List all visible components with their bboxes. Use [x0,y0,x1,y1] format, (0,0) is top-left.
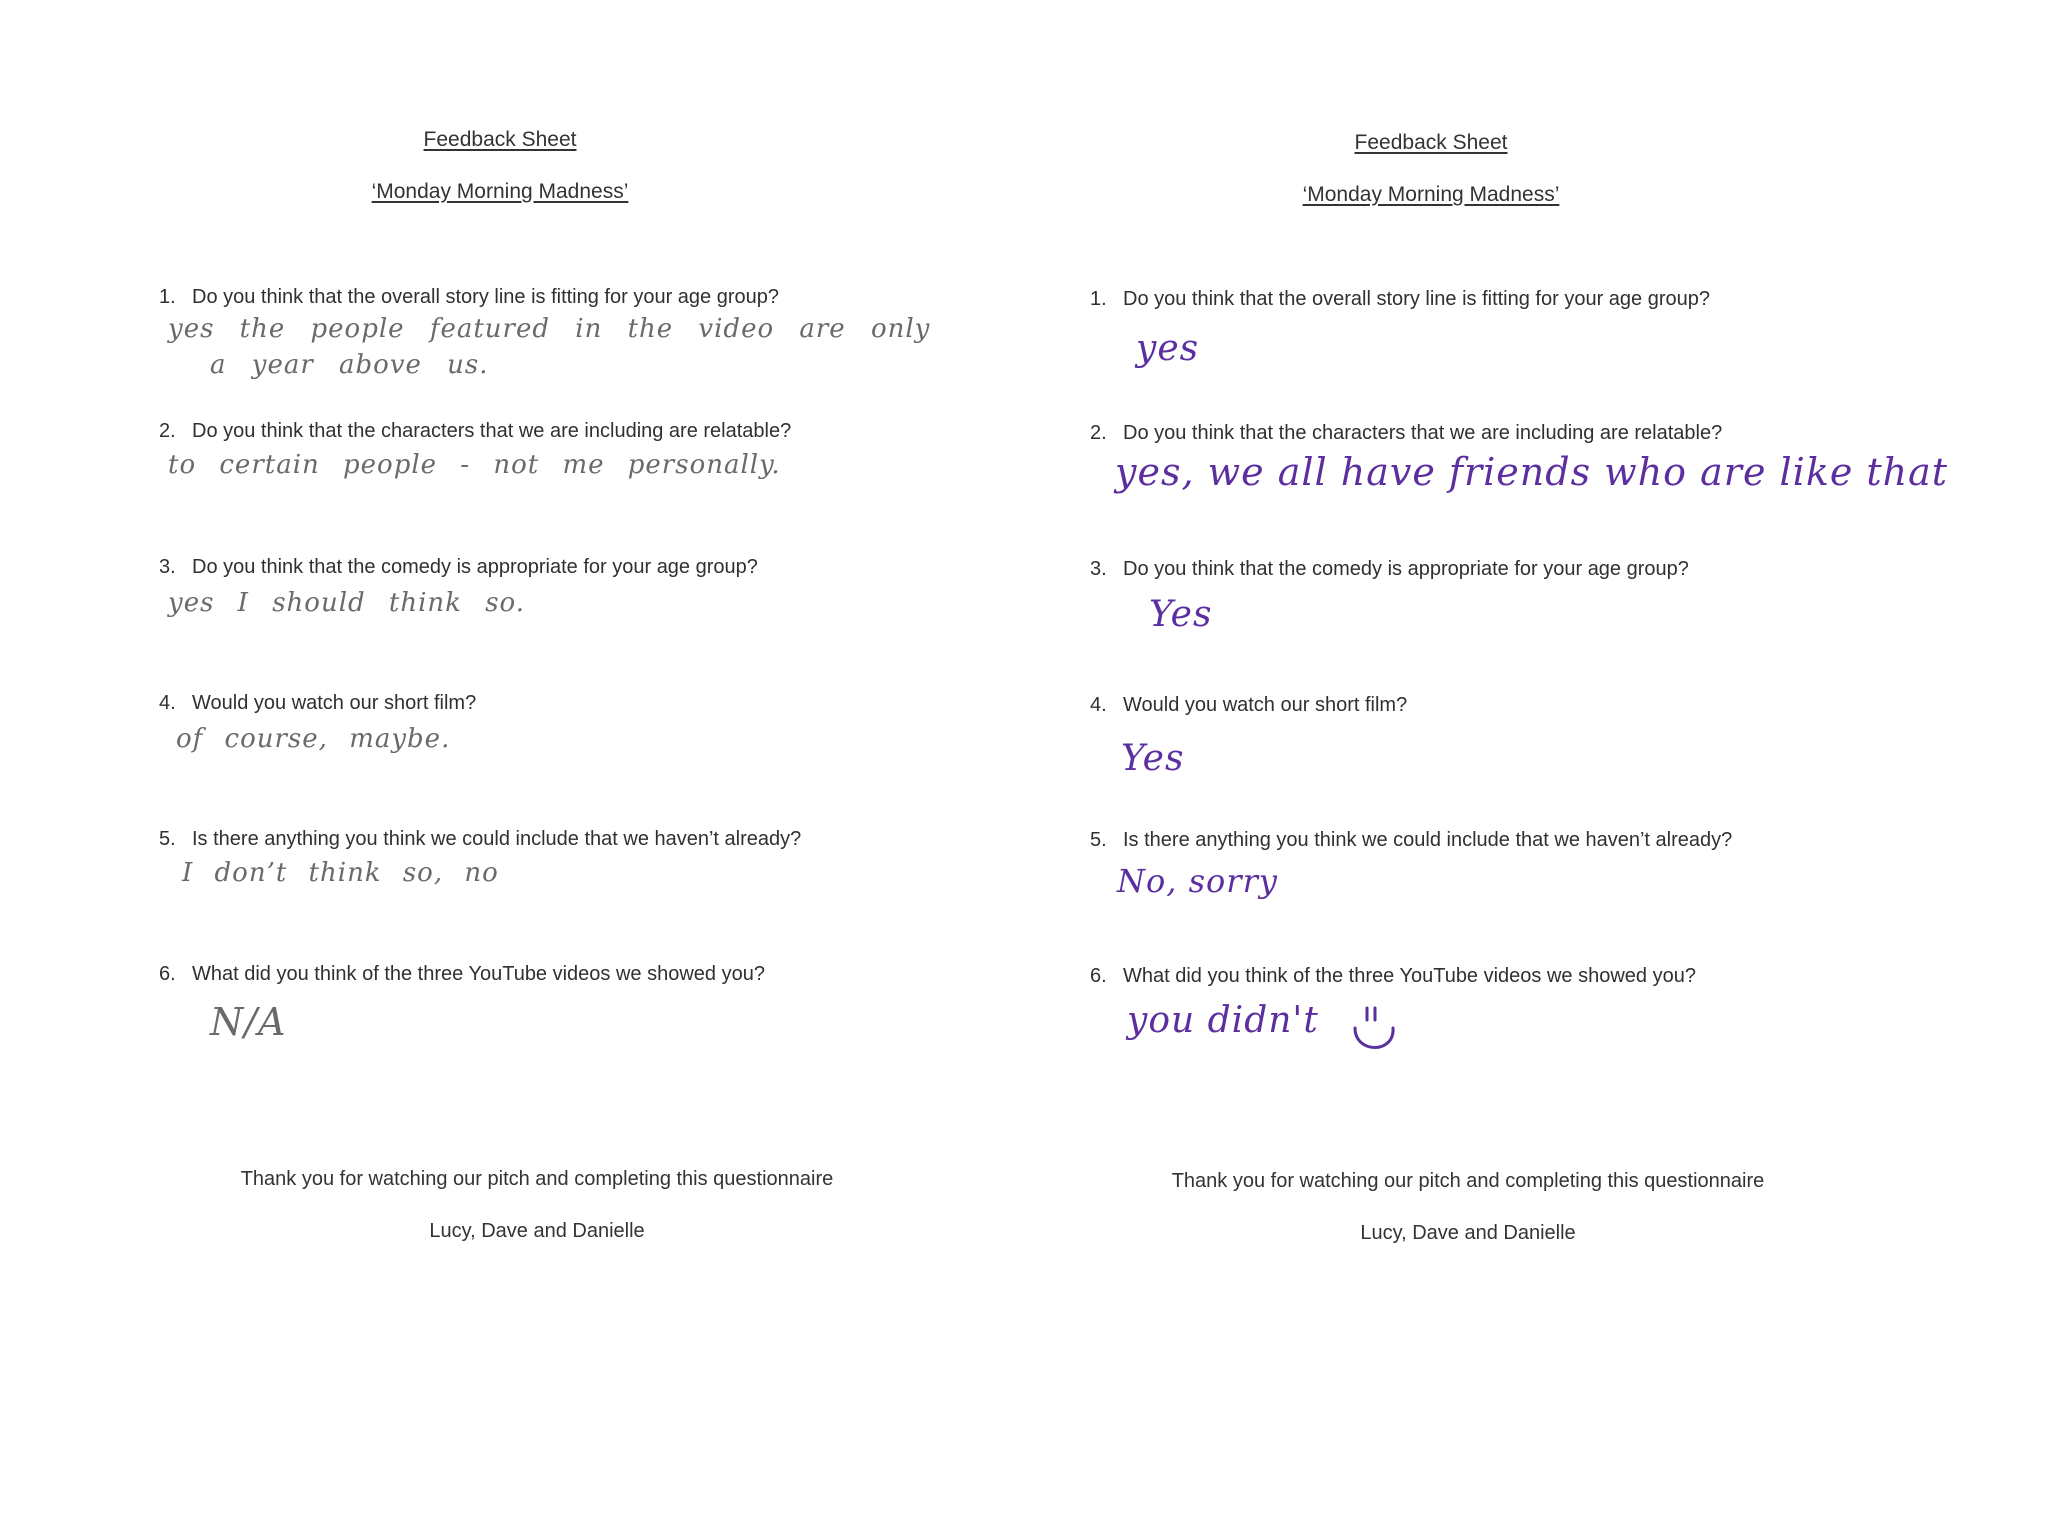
sheet-title: Feedback Sheet [1354,131,1508,154]
question-4 [1090,694,1850,717]
answer-6: you didn't [1127,1000,1319,1041]
question-text: Do you think that the characters that we are including are relatable? [1123,422,1723,444]
question-text: Do you think that the characters that we are including are relatable? [192,420,792,442]
question-text: What did you think of the three YouTube videos we showed you? [1123,965,1696,987]
answer-4: Yes [1121,738,1185,779]
question-3 [159,556,919,579]
question-number: 2. [159,420,176,442]
question-number: 1. [1090,288,1107,310]
feedback-sheet-left [0,0,1000,1536]
question-1 [1090,288,1850,311]
question-number: 4. [1090,694,1107,716]
footer-names: Lucy, Dave and Danielle [1360,1222,1576,1244]
question-5 [1090,829,1850,852]
question-number: 3. [1090,558,1107,580]
question-2 [159,420,919,443]
answer-5: No, sorry [1117,862,1278,900]
answer-4: of course, maybe. [176,724,451,754]
answer-1-line-2: a year above us. [210,350,489,380]
answer-3: Yes [1149,594,1213,635]
question-number: 2. [1090,422,1107,444]
sheet-subtitle: ‘Monday Morning Madness’ [1302,183,1560,206]
question-text: Is there anything you think we could include that we haven’t already? [1123,829,1733,851]
sheet-title: Feedback Sheet [423,128,577,151]
answer-3: yes I should think so. [168,588,526,618]
feedback-sheet-right [931,0,1949,1536]
question-number: 5. [1090,829,1107,851]
question-3 [1090,558,1850,581]
question-4 [159,692,919,715]
question-number: 4. [159,692,176,714]
question-2 [1090,422,1850,445]
footer-thanks: Thank you for watching our pitch and completing this questionnaire [1171,1170,1765,1192]
answer-2: to certain people - not me personally. [168,450,781,480]
question-text: Do you think that the comedy is appropriate for your age group? [1123,558,1689,580]
footer-names: Lucy, Dave and Danielle [429,1220,645,1242]
question-number: 6. [159,963,176,985]
smiley-face-icon [1345,1002,1405,1062]
question-number: 1. [159,286,176,308]
answer-1-line-1: yes the people featured in the video are only [168,314,931,344]
question-number: 5. [159,828,176,850]
answer-2: yes, we all have friends who are like that [1115,450,1949,494]
answer-1: yes [1136,328,1200,369]
question-text: Would you watch our short film? [1123,694,1408,716]
question-5 [159,828,919,851]
answer-5: I don’t think so, no [182,858,499,888]
question-1 [159,286,919,309]
question-text: Do you think that the comedy is appropriate for your age group? [192,556,758,578]
question-number: 6. [1090,965,1107,987]
footer-thanks: Thank you for watching our pitch and completing this questionnaire [240,1168,834,1190]
question-text: Would you watch our short film? [192,692,477,714]
question-6 [1090,965,1850,988]
question-text: Do you think that the overall story line is fitting for your age group? [192,286,779,308]
question-text: Is there anything you think we could include that we haven’t already? [192,828,802,850]
question-text: Do you think that the overall story line is fitting for your age group? [1123,288,1710,310]
question-text: What did you think of the three YouTube videos we showed you? [192,963,765,985]
question-number: 3. [159,556,176,578]
sheet-subtitle: ‘Monday Morning Madness’ [371,180,629,203]
answer-6: N/A [210,1000,287,1044]
question-6 [159,963,919,986]
